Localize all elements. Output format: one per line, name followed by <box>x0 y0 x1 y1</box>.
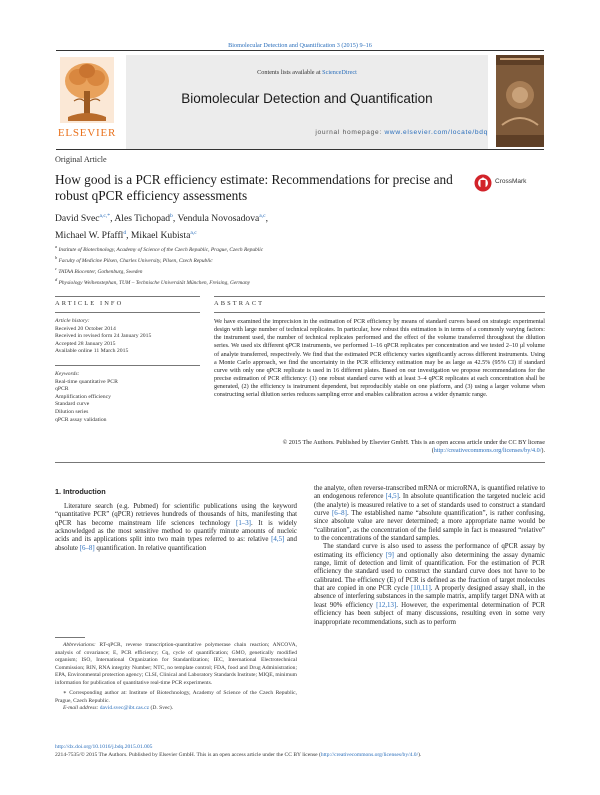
citation-link[interactable]: [9] <box>385 551 394 559</box>
citation-link[interactable]: [10,11] <box>410 585 431 593</box>
email-label: E-mail address: <box>63 705 99 711</box>
affiliation-text: Institute of Biotechnology, Academy of Science of the Czech Republic, Prague, Czech Republic <box>58 246 264 253</box>
history-item: Received in revised form 24 January 2015 <box>55 333 152 340</box>
right-column-body <box>314 485 545 627</box>
abbreviations-footnote <box>55 642 297 687</box>
keywords-rule <box>55 365 200 366</box>
footer-license-suffix: ). <box>418 751 422 758</box>
article-info-heading: ARTICLE INFO <box>55 300 124 307</box>
author-3[interactable] <box>177 213 268 224</box>
keyword-item: qPCR <box>55 386 69 393</box>
abstract-rule-top <box>214 296 545 297</box>
license-link[interactable]: http://creativecommons.org/licenses/by/4.0/ <box>433 448 542 455</box>
journal-title: Biomolecular Detection and Quantification <box>181 91 433 106</box>
affiliations <box>55 243 535 287</box>
crossmark-button[interactable] <box>474 172 544 196</box>
author-name: Michael W. Pfaffl <box>55 230 124 242</box>
journal-reference-link[interactable]: Biomolecular Detection and Quantification 3 (2015) 9–16 <box>228 42 372 49</box>
affiliation-item <box>55 243 535 254</box>
history-label: Article history: <box>55 318 90 324</box>
license-suffix: ). <box>541 448 545 455</box>
crossmark-icon <box>474 172 492 194</box>
citation-link[interactable]: [4,5] <box>385 493 399 501</box>
footer-license <box>55 752 545 760</box>
history-item: Received 20 October 2014 <box>55 325 116 332</box>
homepage-link[interactable]: www.elsevier.com/locate/bdq <box>384 129 488 136</box>
email-footnote <box>55 705 297 713</box>
author-name: David Svec <box>55 213 100 225</box>
affiliation-text: Faculty of Medicine Pilsen, Charles University, Pilsen, Czech Republic <box>58 257 213 264</box>
citation-link[interactable]: [6–8] <box>332 510 347 518</box>
affiliation-sup: a <box>55 244 58 249</box>
keywords <box>55 371 200 424</box>
journal-cover-image <box>496 55 544 147</box>
author-name: Vendula Novosadova <box>177 213 260 225</box>
author-affiliation-sup[interactable]: a,c <box>190 230 197 237</box>
author-separator: , <box>126 230 131 242</box>
footer-license-link[interactable]: http://creativecommons.org/licenses/by/4.0/ <box>320 751 419 758</box>
author-affiliation-sup[interactable]: a,c <box>259 213 266 219</box>
citation-link[interactable]: [12,13] <box>376 601 397 609</box>
footer-license-prefix: 2214-7535/© 2015 The Authors. Published by Elsevier GmbH. This is an open access article under the CC BY license ( <box>55 751 321 758</box>
doi-link[interactable]: http://dx.doi.org/10.1016/j.bdq.2015.01.005 <box>55 744 153 750</box>
license-prefix: © 2015 The Authors. Published by Elsevier GmbH. This is an open access article under the CC BY license ( <box>282 440 545 455</box>
author-2[interactable] <box>114 213 177 224</box>
abstract-license <box>214 439 545 455</box>
citation-link[interactable]: [6–8] <box>79 544 95 552</box>
keyword-item: Real-time quantitative PCR <box>55 378 118 385</box>
affiliation-text: Physiology Weihenstephan, TUM – Technische Universität München, Freising, Germany <box>58 279 251 286</box>
elsevier-tree-icon <box>60 57 114 123</box>
keyword-item: qPCR assay validation <box>55 416 107 423</box>
cover-art-icon <box>496 55 544 147</box>
left-column-body <box>55 503 297 553</box>
article-info-rule-bottom <box>55 312 200 313</box>
footnote-rule <box>55 637 85 638</box>
author-4[interactable] <box>55 230 131 241</box>
article-title: How good is a PCR efficiency estimate: Recommendations for precise and robust qPCR efficiency assessments <box>55 172 453 203</box>
abstract-text: We have examined the imprecision in the estimation of PCR efficiency by means of standard curves based on strategic experimental design with large number of technical replicates. In particular, how robust this estimation is in terms of a commonly varying factors: the instrument used, the number of technical replicates performed and the effect of the volume transferred throughout the dilution series. We used six different qPCR instruments, we performed 1–16 qPCR replicates per concentration and we tested 2–10 μl volume of analyte transferred, respectively. We find that the estimated PCR efficiency varies significantly across different instruments. Using a Monte Carlo approach, we find the uncertainty in the PCR efficiency estimation may be as large as 42.5% (95% CI) if standard curve with only one qPCR replicate is used in 16 different plates. Based on our investigation we propose recommendations for the precise estimation of PCR efficiency: (1) one robust standard curve with at least 3–4 qPCR replicates at each concentration shall be generated, (2) the efficiency is instrument dependent, but reproducibly stable on one platform, and (3) using a larger volume when constructing serial dilution series reduces sampling error and enables calibration across a wider dynamic range. <box>214 319 545 399</box>
keyword-item: Amplification efficiency <box>55 393 111 400</box>
journal-header <box>56 53 544 153</box>
top-rule <box>56 50 544 51</box>
intro-paragraph: the analyte, often reverse-transcribed mRNA or microRNA, is quantified relative to an endogenous reference [4,5]. In absolute quantification the targeted nucleic acid (the analyte) is measured relative to a set of standards used to construct a standard curve [6–8]. The established name “absolute quantification”, is rather confusing, since absolute value are never determined; a more appropriate name would be “calibration”, as the concentration of the field sample in fact is measured “relative” to the concentrations of the standard samples. <box>314 485 545 543</box>
affiliation-sup: c <box>55 265 57 271</box>
author-name: Mikael Kubista <box>130 230 191 242</box>
email-link[interactable]: david.svec@ibt.cas.cz <box>99 705 150 711</box>
article-type: Original Article <box>55 155 107 164</box>
abstract-heading: ABSTRACT <box>214 300 265 307</box>
author-affiliation-sup[interactable]: b <box>170 213 173 219</box>
author-1[interactable] <box>55 213 114 224</box>
elsevier-logo <box>56 55 118 147</box>
author-separator: , <box>110 213 115 225</box>
affiliation-text: TATAA Biocenter, Gothenburg, Sweden <box>58 268 143 275</box>
email-suffix: (D. Svec). <box>149 705 174 711</box>
author-affiliation-sup[interactable]: a,c,* <box>99 213 111 219</box>
page-footer <box>55 744 545 759</box>
author-separator: , <box>172 213 178 225</box>
section-heading-introduction: 1. Introduction <box>55 487 106 496</box>
article-history <box>55 318 200 356</box>
abbreviations-text: RT-qPCR, reverse transcription-quantitative polymerase chain reaction; ANCOVA, analysis of covariance; E, PCR efficiency; Cq, cycle of quantification; GMO, genetically modified organism; ISO, International Organization for Standardization; IEC, International Electrotechnical Commission; RIN, RNA integrity Number; NTC, no template control; FDA, food and Drug Administration; EPA, Environmental protection agency; CLSI, Clinical and Laboratory Standards Institute; MIQE, minimum information for publication of quantitative real-time PCR experiments. <box>55 642 297 686</box>
article-info-rule-top <box>55 296 200 297</box>
author-5[interactable] <box>131 230 197 241</box>
crossmark-label: CrossMark <box>495 178 527 185</box>
abstract-rule-bottom <box>214 312 545 313</box>
author-affiliation-sup[interactable]: d <box>123 230 127 237</box>
affiliation-sup: b <box>55 254 58 260</box>
author-separator: , <box>265 213 269 225</box>
author-name: Ales Tichopad <box>114 213 171 225</box>
journal-masthead <box>126 55 488 149</box>
affiliation-item <box>55 276 535 287</box>
affiliation-sup: d <box>55 276 58 282</box>
header-bottom-rule <box>56 149 544 150</box>
intro-paragraph: The standard curve is also used to assess the performance of qPCR assay by estimating its efficiency [9] and optionally also determining the assay dynamic range, limit of detection and limit of quantification. For the estimation of PCR efficiency the standard used to construct the standard curve does not have to be calibrated. The efficiency (E) of PCR is defined as the fraction of target molecules that are copied in one PCR cycle [10,11]. A properly designed assay shall, in the absence of interfering substances in the sample matrix, amplify target DNA with at least 90% efficiency [12,13]. However, the experimental determination of PCR efficiency has been subject of many discussions, resulting even in some very inappropriate recommendations, such as to perform <box>314 543 545 626</box>
journal-homepage <box>126 129 488 136</box>
affiliation-item <box>55 265 535 276</box>
contents-line <box>126 69 488 76</box>
affiliation-item <box>55 254 535 265</box>
keywords-label: Keywords: <box>55 371 80 377</box>
elsevier-wordmark: ELSEVIER <box>57 127 117 139</box>
front-matter-bottom-rule <box>55 462 545 463</box>
citation-link[interactable]: [1–3] <box>236 519 251 527</box>
history-item: Available online 11 March 2015 <box>55 348 129 355</box>
sciencedirect-link[interactable]: ScienceDirect <box>322 69 357 76</box>
footnotes <box>55 642 297 713</box>
history-item: Accepted 28 January 2015 <box>55 340 116 347</box>
keyword-item: Dilution series <box>55 408 89 415</box>
contents-prefix: Contents lists available at <box>257 69 323 76</box>
homepage-prefix: journal homepage: <box>315 129 385 136</box>
author-list <box>55 209 495 243</box>
abbreviations-label: Abbreviations: <box>63 642 96 648</box>
citation-link[interactable]: [4,5] <box>271 536 285 544</box>
keyword-item: Standard curve <box>55 401 90 408</box>
intro-paragraph: Literature search (e.g. Pubmed) for scientific publications using the keyword “quantitative PCR” (qPCR) retrieves hundreds of thousands of hits, manifesting that qPCR has become mainstream life sciences technology [1–3]. It is widely acknowledged as the most sensitive method to quantify minute amounts of nucleic acids and its applications split into two main types referred to as: relative [4,5] and absolute [6–8] quantification. In relative quantification <box>55 503 298 552</box>
corresponding-author-footnote: ∗ Corresponding author at: Institute of Biotechnology, Academy of Science of the Czech Republic, Prague, Czech Republic. <box>55 690 297 704</box>
